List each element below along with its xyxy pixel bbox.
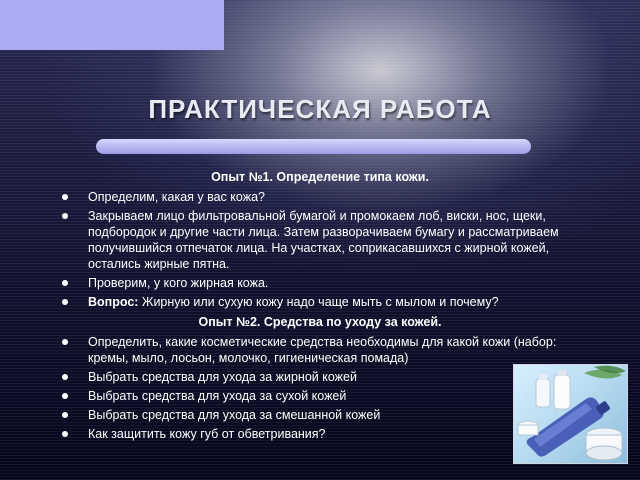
bullet-icon [62, 412, 68, 418]
list-item-text: Определить, какие косметические средства необходимы для какой кожи (набор: кремы, мыло, лосьон, молочко, гигиеническая помада) [88, 335, 557, 365]
bullet-icon [62, 280, 68, 286]
list-item [0, 275, 640, 291]
list-item-text: Закрываем лицо фильтровальной бумагой и промокаем лоб, виски, нос, щеки, подбородок и другие части лица. Затем разворачиваем бумагу и рассматриваем получившийся отпечаток лица. На участках, соприкасавшихся с жирной кожей, остались жирные пятна. [88, 209, 559, 271]
bullet-icon [62, 431, 68, 437]
decorative-corner-box [0, 0, 224, 50]
bullet-icon [62, 299, 68, 305]
bullet-icon [62, 194, 68, 200]
section1-heading: Опыт №1. Определение типа кожи. [211, 170, 429, 184]
title-underline-bar [96, 139, 531, 154]
list-item-text: Как защитить кожу губ от обветривания? [88, 427, 326, 441]
list-item-text: Определим, какая у вас кожа? [88, 190, 265, 204]
list-item-text: Выбрать средства для ухода за смешанной кожей [88, 408, 381, 422]
bullet-icon [62, 374, 68, 380]
slide-title: ПРАКТИЧЕСКАЯ РАБОТА [148, 94, 492, 124]
bullet-icon [62, 213, 68, 219]
bullet-icon [62, 339, 68, 345]
list-item-text: Выбрать средства для ухода за сухой кожей [88, 389, 347, 403]
list-item-text: Выбрать средства для ухода за жирной кожей [88, 370, 357, 384]
cosmetics-illustration [514, 365, 627, 463]
list-item [0, 189, 640, 205]
question-text: Жирную или сухую кожу надо чаще мыть с мылом и почему? [138, 295, 499, 309]
list-item [0, 334, 640, 366]
cosmetics-products-image [513, 364, 628, 464]
list-item [0, 208, 640, 272]
question-item [0, 294, 640, 310]
section2-heading: Опыт №2. Средства по уходу за кожей. [198, 315, 442, 329]
question-label: Вопрос: [88, 295, 139, 309]
bullet-icon [62, 393, 68, 399]
list-item-text: Проверим, у кого жирная кожа. [88, 276, 269, 290]
